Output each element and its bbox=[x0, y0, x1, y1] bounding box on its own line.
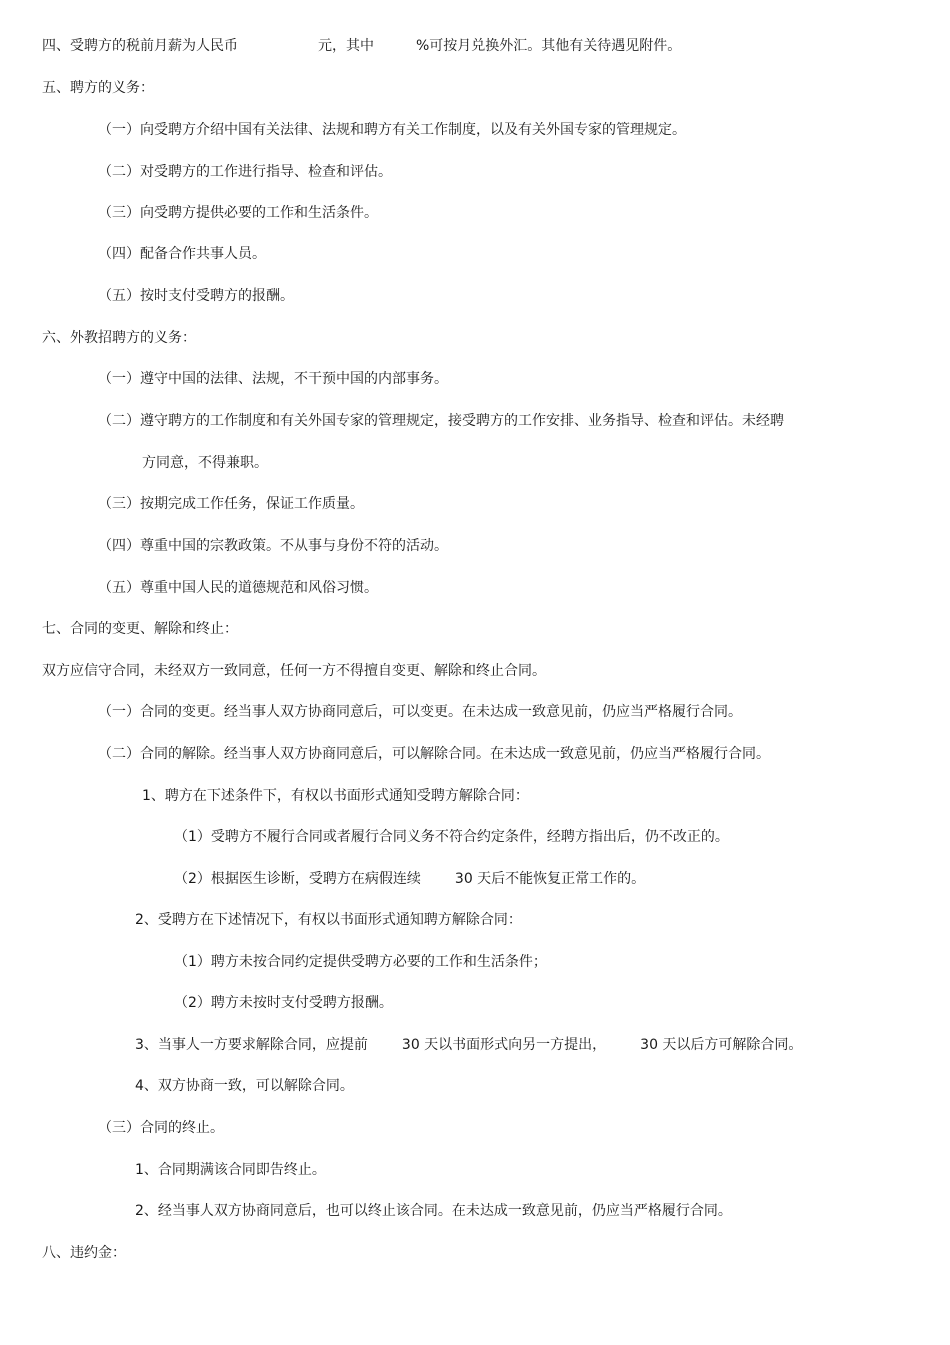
salary-clause-text-2: 元，其中 bbox=[318, 38, 374, 54]
teacher-duty-item: （二）遵守聘方的工作制度和有关外国专家的管理规定，接受聘方的工作安排、业务指导、检查和评估。未经聘 bbox=[98, 413, 784, 429]
contract-termination-clause: （三）合同的终止。 bbox=[98, 1120, 224, 1136]
rescission-condition bbox=[174, 870, 645, 888]
termination-item: 1、合同期满该合同即告终止。 bbox=[135, 1162, 326, 1178]
termination-item: 2、经当事人双方协商同意后，也可以终止该合同。在未达成一致意见前，仍应当严格履行合同。 bbox=[135, 1203, 732, 1219]
rescission-by-employer: 1、聘方在下述条件下，有权以书面形式通知受聘方解除合同： bbox=[142, 788, 529, 804]
employer-duty-item: （五）按时支付受聘方的报酬。 bbox=[98, 288, 294, 304]
contract-change-clause: （一）合同的变更。经当事人双方协商同意后，可以变更。在未达成一致意见前，仍应当严格履行合同。 bbox=[98, 704, 742, 720]
rescission-condition-text-2: 30 天后不能恢复正常工作的。 bbox=[454, 871, 646, 887]
employer-duty-item: （一）向受聘方介绍中国有关法律、法规和聘方有关工作制度，以及有关外国专家的管理规定。 bbox=[98, 122, 686, 138]
rescission-notice-text-1: 3、当事人一方要求解除合同，应提前 bbox=[135, 1037, 368, 1053]
rescission-notice-clause bbox=[135, 1036, 802, 1054]
rescission-notice-text-2: 30 天以书面形式向另一方提出， bbox=[401, 1037, 607, 1053]
rescission-by-employee: 2、受聘方在下述情况下，有权以书面形式通知聘方解除合同： bbox=[135, 912, 522, 928]
teacher-duty-item: （三）按期完成工作任务，保证工作质量。 bbox=[98, 496, 364, 512]
section-heading-employer-duties: 五、聘方的义务： bbox=[42, 80, 154, 96]
teacher-duty-item: （五）尊重中国人民的道德规范和风俗习惯。 bbox=[98, 580, 378, 596]
employer-duty-item: （三）向受聘方提供必要的工作和生活条件。 bbox=[98, 205, 378, 221]
teacher-duty-item: （四）尊重中国的宗教政策。不从事与身份不符的活动。 bbox=[98, 538, 448, 554]
section-heading-teacher-duties: 六、外教招聘方的义务： bbox=[42, 330, 196, 346]
teacher-duty-item: （一）遵守中国的法律、法规，不干预中国的内部事务。 bbox=[98, 371, 448, 387]
rescission-notice-text-3: 30 天以后方可解除合同。 bbox=[640, 1037, 803, 1053]
contract-intro: 双方应信守合同，未经双方一致同意，任何一方不得擅自变更、解除和终止合同。 bbox=[42, 663, 546, 679]
rescission-condition: （2）聘方未按时支付受聘方报酬。 bbox=[174, 995, 393, 1011]
salary-clause-text-3: %可按月兑换外汇。其他有关待遇见附件。 bbox=[416, 38, 682, 54]
employer-duty-item: （二）对受聘方的工作进行指导、检查和评估。 bbox=[98, 164, 392, 180]
rescission-mutual-clause: 4、双方协商一致，可以解除合同。 bbox=[135, 1078, 354, 1094]
section-heading-penalty: 八、违约金： bbox=[42, 1245, 126, 1261]
section-heading-contract-changes: 七、合同的变更、解除和终止： bbox=[42, 621, 238, 637]
rescission-condition: （1）受聘方不履行合同或者履行合同义务不符合约定条件，经聘方指出后，仍不改正的。 bbox=[174, 829, 729, 845]
contract-rescission-clause: （二）合同的解除。经当事人双方协商同意后，可以解除合同。在未达成一致意见前，仍应当严格履行合同。 bbox=[98, 746, 770, 762]
salary-clause bbox=[42, 37, 681, 55]
teacher-duty-item-continuation: 方同意，不得兼职。 bbox=[142, 455, 268, 471]
rescission-condition: （1）聘方未按合同约定提供受聘方必要的工作和生活条件； bbox=[174, 954, 547, 970]
salary-clause-text-1: 四、受聘方的税前月薪为人民币 bbox=[42, 38, 238, 54]
rescission-condition-text-1: （2）根据医生诊断，受聘方在病假连续 bbox=[174, 871, 421, 887]
employer-duty-item: （四）配备合作共事人员。 bbox=[98, 246, 266, 262]
